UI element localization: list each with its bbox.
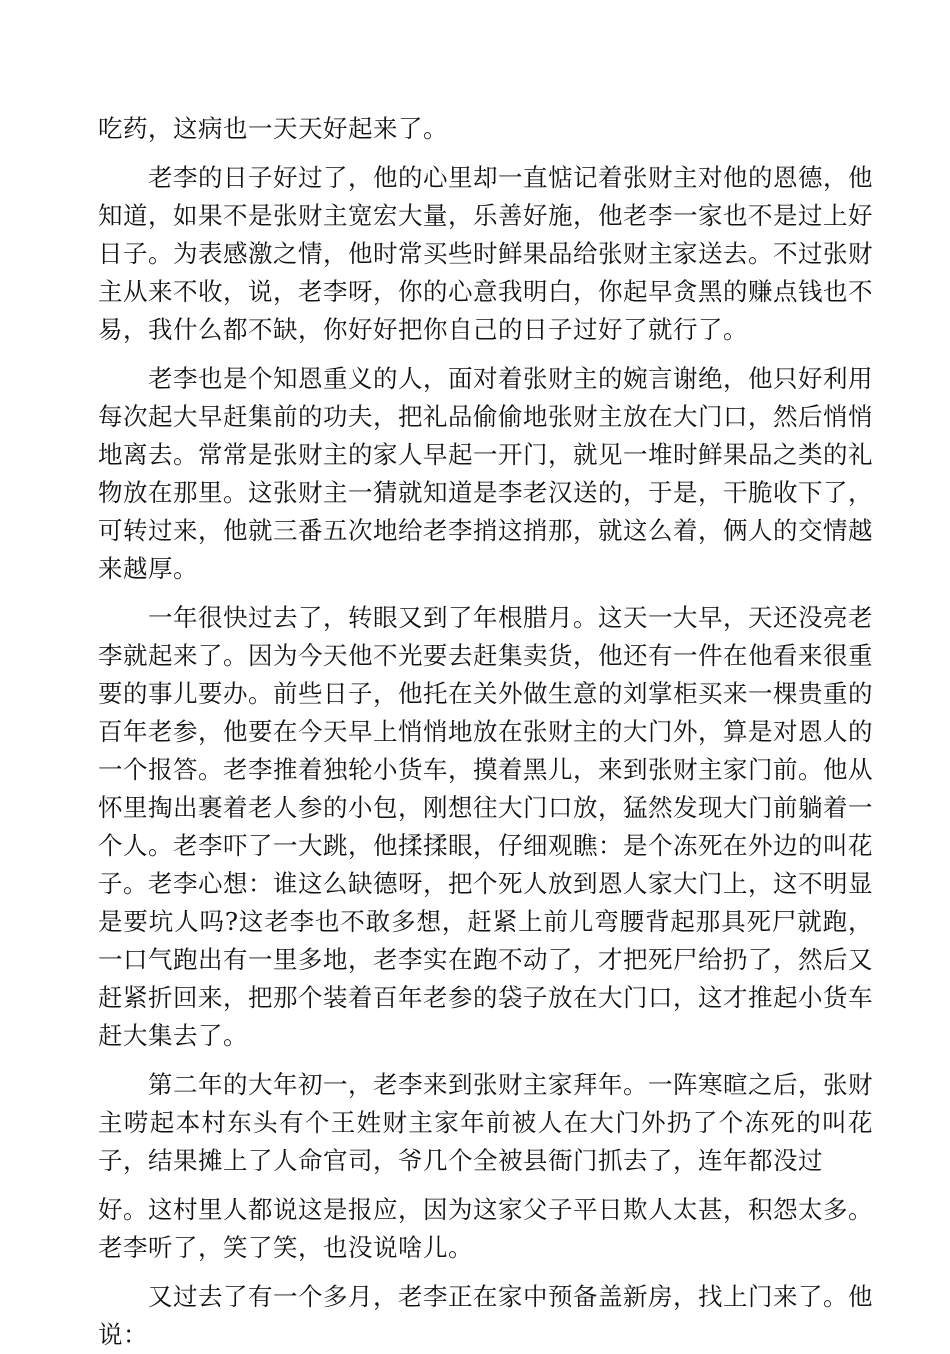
paragraph-new-year: 第二年的大年初一，老李来到张财主家拜年。一阵寒暄之后，张财主唠起本村东头有个王姓财主家年前被人在大门外扔了个冻死的叫花子，结果摊上了人命官司，爷几个全被县衙门抓去了，连年都没过 [98, 1070, 873, 1175]
paragraph-continuation: 吃药，这病也一天天好起来了。 [98, 114, 448, 143]
paragraph-retribution: 好。这村里人都说这是报应，因为这家父子平日欺人太甚，积怨太多。老李听了，笑了笑，也没说啥儿。 [98, 1195, 873, 1262]
paragraph-gifts: 老李也是个知恩重义的人，面对着张财主的婉言谢绝，他只好利用每次起大早赶集前的功夫，把礼品偷偷地张财主放在大门口，然后悄悄地离去。常常是张财主的家人早起一开门，就见一堆时鲜果品之类的礼物放在那里。这张财主一猜就知道是李老汉送的，于是，干脆收下了，可转过来，他就三番五次地给老李捎这捎那，就这么着，俩人的交情越来越厚。 [98, 364, 873, 583]
document-page [98, 110, 873, 1354]
paragraph-gratitude: 老李的日子好过了，他的心里却一直惦记着张财主对他的恩德，他知道，如果不是张财主宽宏大量，乐善好施，他老李一家也不是过上好日子。为表感激之情，他时常买些时鲜果品给张财主家送去。不过张财主从来不收，说，老李呀，你的心意我明白，你起早贪黑的赚点钱也不易，我什么都不缺，你好好把你自己的日子过好了就行了。 [98, 163, 873, 344]
paragraph-new-house: 又过去了有一个多月，老李正在家中预备盖新房，找上门来了。他说： [98, 1282, 873, 1349]
paragraph-ginseng: 一年很快过去了，转眼又到了年根腊月。这天一大早，天还没亮老李就起来了。因为今天他不光要去赶集卖货，他还有一件在他看来很重要的事儿要办。前些日子，他托在关外做生意的刘掌柜买来一棵贵重的百年老参，他要在今天早上悄悄地放在张财主的大门外，算是对恩人的一个报答。老李推着独轮小货车，摸着黑儿，来到张财主家门前。他从怀里掏出裹着老人参的小包，刚想往大门口放，猛然发现大门前躺着一个人。老李吓了一大跳，他揉揉眼，仔细观瞧：是个冻死在外边的叫花子。老李心想：谁这么缺德呀，把个死人放到恩人家大门上，这不明显是要坑人吗?这老李也不敢多想，赶紧上前儿弯腰背起那具死尸就跑，一口气跑出有一里多地，老李实在跑不动了，才把死尸给扔了，然后又赶紧折回来，把那个装着百年老参的袋子放在大门口，这才推起小货车赶大集去了。 [98, 603, 873, 1050]
